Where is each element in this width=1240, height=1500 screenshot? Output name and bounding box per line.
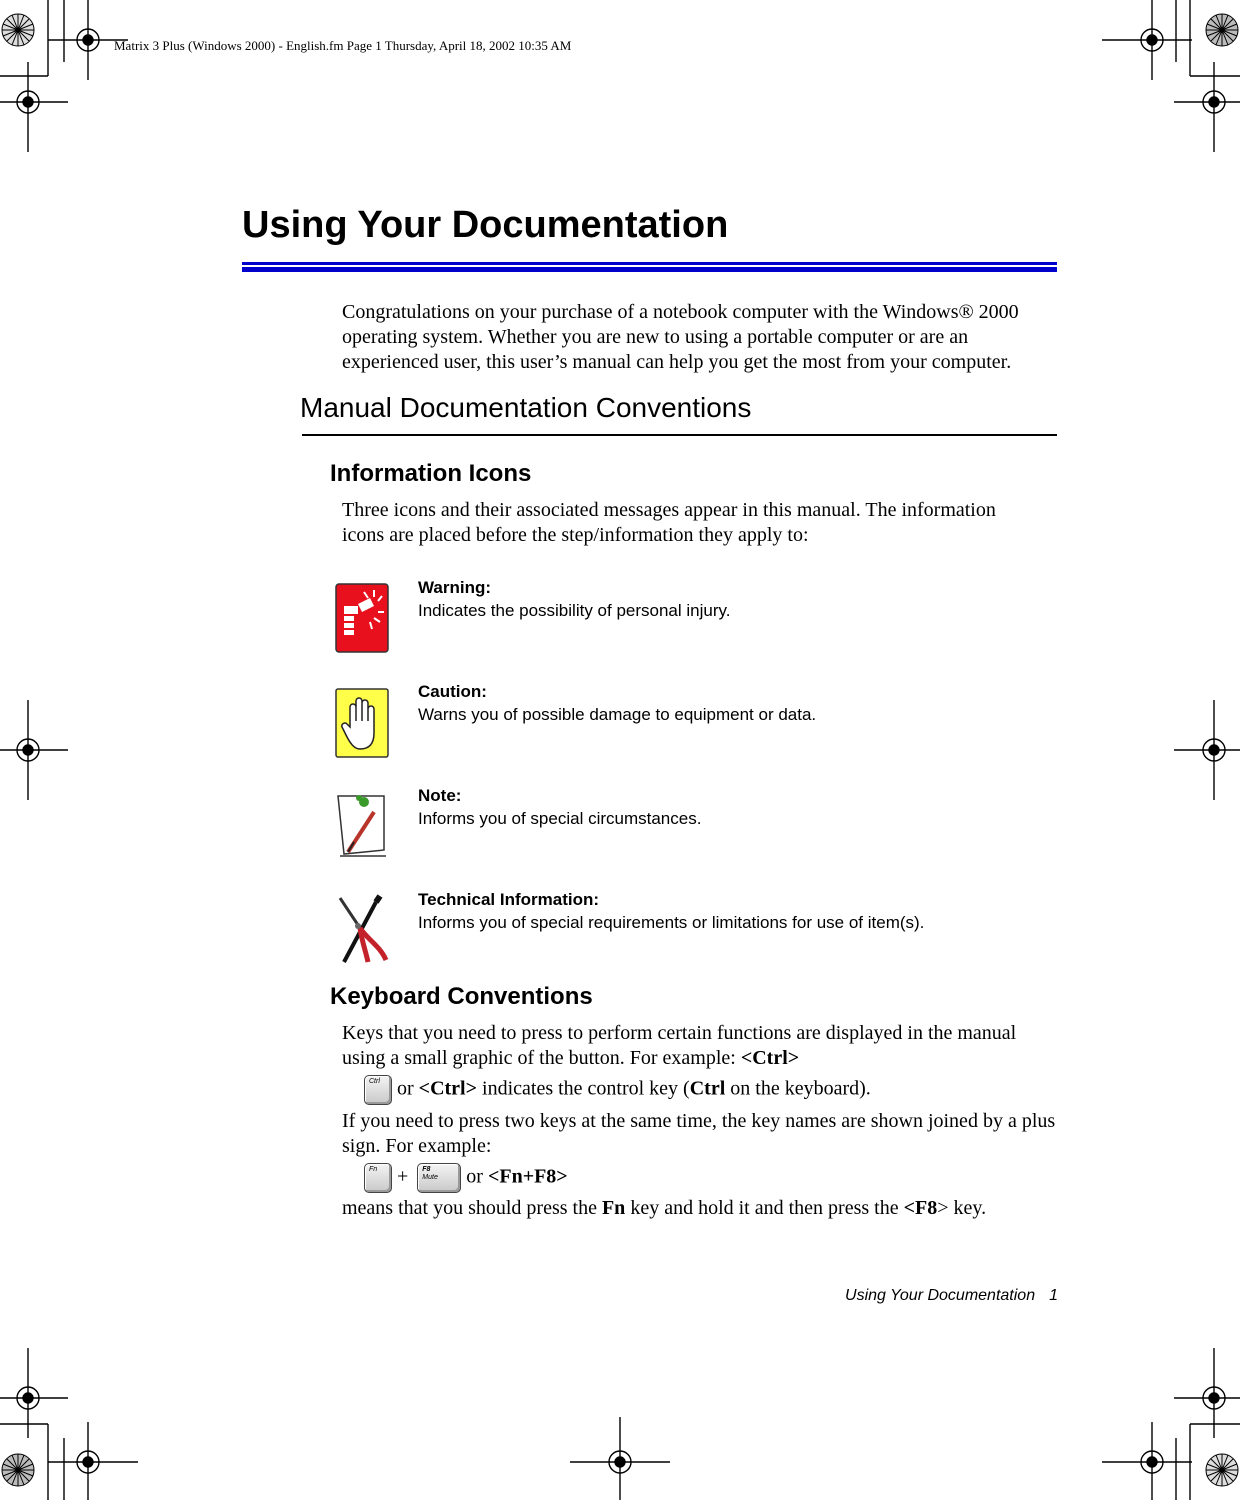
ctrl-keycap-icon: Ctrl [364, 1075, 392, 1105]
warning-text: Indicates the possibility of personal injury. [418, 601, 731, 620]
ctrl-description: indicates the control key ( [482, 1077, 690, 1100]
warning-icon [334, 582, 390, 654]
page-footer [845, 1287, 1058, 1305]
print-slug: Matrix 3 Plus (Windows 2000) - English.fm Page 1 Thursday, April 18, 2002 10:35 AM [114, 38, 572, 53]
keyboard-para-3: means that you should press the Fn key and hold it and then press the <F8> key. [342, 1197, 987, 1219]
ctrl-bold: Ctrl [689, 1077, 726, 1100]
combo-or-text: or [466, 1165, 483, 1188]
warning-title: Warning: [418, 578, 492, 597]
keyboard-conventions-heading: Keyboard Conventions [330, 983, 593, 1010]
ctrl-key-line [364, 1075, 871, 1105]
title-rule-top [242, 262, 1057, 265]
intro-paragraph: Congratulations on your purchase of a notebook computer with the Windows® 2000 operating system. Whether you are new to using a portable computer or are an experienced user, this user’s manual can help you get the most from your computer. [342, 301, 1019, 373]
fn-keycap-icon: Fn [364, 1163, 392, 1193]
technical-info-text: Informs you of special requirements or limitations for use of item(s). [418, 913, 925, 932]
information-icons-intro: Three icons and their associated messages appear in this manual. The information icons are placed before the step/information they apply to: [342, 499, 996, 546]
pliers-tools-icon [334, 894, 390, 966]
section-heading: Manual Documentation Conventions [300, 392, 752, 423]
footer-label: Using Your Documentation [845, 1287, 1036, 1304]
information-icons-heading: Information Icons [330, 460, 532, 487]
note-pad-icon [334, 790, 390, 862]
section-rule [302, 434, 1057, 436]
keyboard-para-1-text: Keys that you need to press to perform certain functions are displayed in the manual using a small graphic of the button. For example: [342, 1022, 1017, 1069]
technical-info-title: Technical Information: [418, 890, 600, 909]
fn-f8-line [364, 1163, 568, 1193]
ctrl-key-example: <Ctrl> [740, 1047, 800, 1069]
f8-mute-keycap-icon: F8 Mute [417, 1163, 461, 1193]
page-title: Using Your Documentation [242, 204, 729, 246]
fn-f8-code: <Fn+F8> [487, 1165, 568, 1188]
note-title: Note: [418, 786, 462, 805]
note-text: Informs you of special circumstances. [418, 809, 702, 828]
caution-text: Warns you of possible damage to equipment or data. [418, 705, 817, 724]
ctrl-description-end: on the keyboard). [730, 1077, 871, 1100]
keyboard-para-2: If you need to press two keys at the same time, the key names are shown joined by a plus sign. For example: [342, 1110, 1056, 1157]
page-number: 1 [1049, 1287, 1058, 1304]
plus-sign: + [397, 1165, 409, 1188]
keyboard-para-1 [342, 1021, 1057, 1071]
ctrl-or-text: or [397, 1077, 414, 1100]
caution-title: Caution: [418, 682, 487, 701]
title-rule-bottom [242, 267, 1057, 272]
ctrl-code: <Ctrl> [418, 1077, 478, 1100]
caution-hand-icon [334, 687, 390, 759]
